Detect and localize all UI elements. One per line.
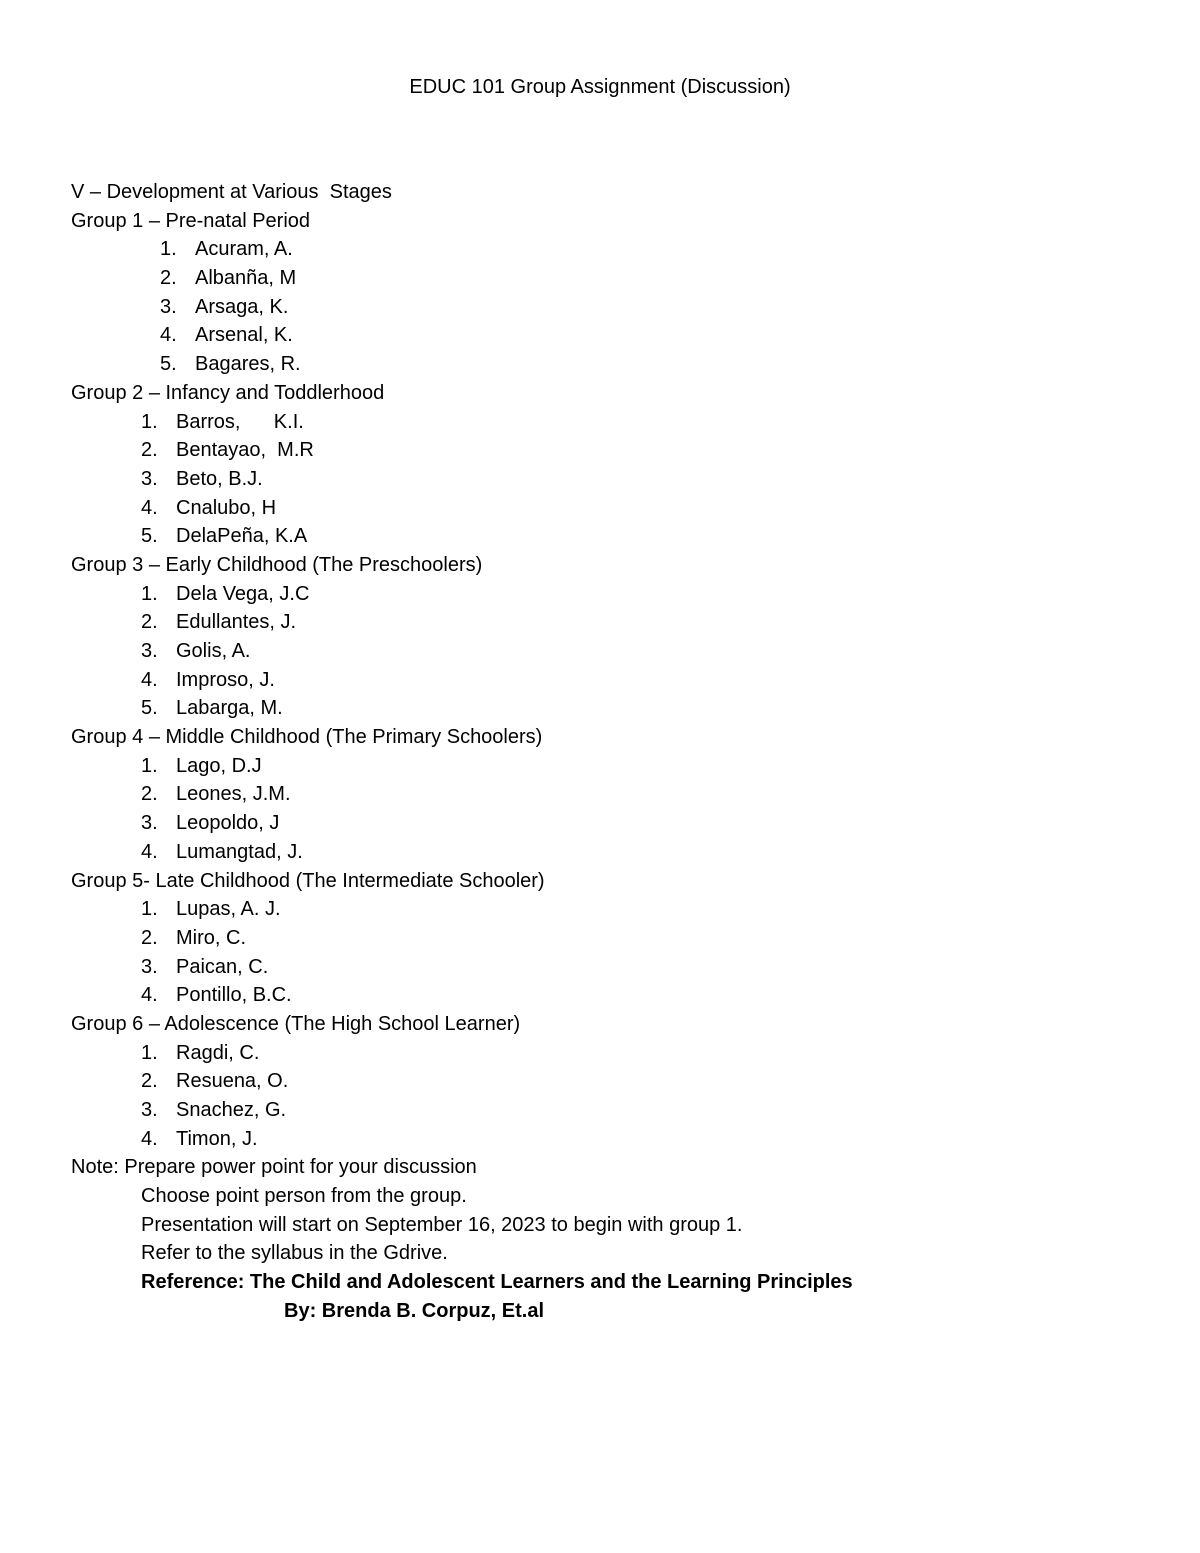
list-number: 3. — [160, 295, 177, 318]
group-member-list — [71, 408, 1151, 551]
member-name: Golis, A. — [176, 640, 251, 662]
list-number: 4. — [141, 840, 158, 863]
member-name: Albanña, M — [195, 267, 297, 290]
list-item — [71, 809, 1151, 838]
group-heading: Group 2 – Infancy and Toddlerhood — [71, 381, 385, 404]
list-item — [71, 1096, 1151, 1125]
list-number: 3. — [141, 640, 158, 662]
group-heading: Group 6 – Adolescence (The High School Learner) — [71, 1012, 521, 1035]
list-item — [71, 895, 1151, 924]
member-name: Paican, C. — [176, 955, 269, 978]
member-name: Ragdi, C. — [176, 1041, 260, 1064]
list-item — [71, 465, 1151, 494]
list-number: 4. — [160, 324, 177, 347]
list-number: 2. — [141, 1070, 158, 1093]
note-line: Presentation will start on September 16, 2023 to begin with group 1. — [141, 1213, 743, 1236]
group-heading: Group 5- Late Childhood (The Intermediate Schooler) — [71, 869, 545, 892]
member-name: Timon, J. — [176, 1127, 258, 1150]
member-name: Beto, B.J. — [176, 467, 263, 490]
group-heading: Group 3 – Early Childhood (The Preschoolers) — [71, 553, 483, 576]
group-member-list — [71, 895, 1151, 1010]
member-name: Arsenal, K. — [195, 324, 293, 347]
member-name: Miro, C. — [176, 926, 246, 949]
member-name: Arsaga, K. — [195, 295, 289, 318]
member-name: Bentayao, M.R — [176, 439, 314, 462]
list-number: 4. — [141, 668, 158, 691]
list-number: 3. — [141, 467, 158, 490]
section-heading: V – Development at Various Stages — [71, 181, 392, 203]
member-name: Resuena, O. — [176, 1070, 289, 1093]
list-number: 5. — [160, 353, 177, 376]
group-member-list — [71, 580, 1151, 723]
member-name: DelaPeña, K.A — [176, 525, 308, 548]
list-item — [71, 350, 1151, 379]
member-name: Edullantes, J. — [176, 611, 297, 634]
list-item — [71, 953, 1151, 982]
author-line: By: Brenda B. Corpuz, Et.al — [284, 1299, 545, 1322]
list-number: 3. — [141, 812, 158, 835]
group-member-list — [71, 235, 1151, 378]
list-item — [71, 408, 1151, 437]
list-number: 2. — [141, 439, 158, 462]
list-item — [71, 235, 1151, 264]
member-name: Improso, J. — [176, 668, 275, 691]
list-item — [71, 1125, 1151, 1154]
member-name: Labarga, M. — [176, 697, 283, 720]
list-item — [71, 1067, 1151, 1096]
list-item — [71, 436, 1151, 465]
group-member-list — [71, 752, 1151, 867]
list-number: 1. — [141, 410, 158, 433]
note-line: Refer to the syllabus in the Gdrive. — [141, 1242, 448, 1265]
document-title: EDUC 101 Group Assignment (Discussion) — [409, 76, 791, 98]
list-number: 2. — [141, 783, 158, 806]
list-item — [71, 1039, 1151, 1068]
list-number: 3. — [141, 1099, 158, 1121]
reference-line: Reference: The Child and Adolescent Learners and the Learning Principles — [141, 1271, 853, 1294]
note-line: Choose point person from the group. — [141, 1185, 467, 1208]
member-name: Acuram, A. — [195, 238, 293, 261]
list-item — [71, 924, 1151, 953]
list-item — [71, 666, 1151, 695]
list-number: 1. — [160, 238, 177, 261]
member-name: Lumangtad, J. — [176, 840, 303, 863]
list-item — [71, 608, 1151, 637]
list-number: 1. — [141, 1041, 158, 1064]
list-item — [71, 838, 1151, 867]
member-name: Cnalubo, H — [176, 496, 277, 519]
list-item — [71, 293, 1151, 322]
group-heading: Group 4 – Middle Childhood (The Primary Schoolers) — [71, 726, 543, 749]
member-name: Leopoldo, J — [176, 812, 280, 835]
list-number: 3. — [141, 955, 158, 978]
list-number: 2. — [141, 611, 158, 634]
list-item — [71, 637, 1151, 666]
list-number: 2. — [160, 267, 177, 290]
list-item — [71, 580, 1151, 609]
list-number: 4. — [141, 496, 158, 519]
list-number: 1. — [141, 898, 158, 921]
member-name: Lago, D.J — [176, 754, 262, 777]
list-number: 1. — [141, 754, 158, 777]
member-name: Lupas, A. J. — [176, 898, 281, 921]
note-heading: Note: Prepare power point for your discussion — [71, 1156, 477, 1179]
member-name: Leones, J.M. — [176, 783, 291, 806]
member-name: Pontillo, B.C. — [176, 984, 292, 1007]
member-name: Barros, K.I. — [176, 410, 304, 433]
list-number: 4. — [141, 984, 158, 1007]
list-item — [71, 694, 1151, 723]
document-body — [71, 178, 1151, 1326]
list-item — [71, 780, 1151, 809]
list-item — [71, 264, 1151, 293]
list-number: 5. — [141, 697, 158, 720]
list-number: 4. — [141, 1127, 158, 1150]
list-number: 5. — [141, 525, 158, 548]
list-item — [71, 321, 1151, 350]
member-name: Dela Vega, J.C — [176, 582, 310, 605]
list-item — [71, 494, 1151, 523]
list-item — [71, 752, 1151, 781]
group-member-list — [71, 1039, 1151, 1154]
list-item — [71, 522, 1151, 551]
member-name: Snachez, G. — [176, 1099, 287, 1121]
member-name: Bagares, R. — [195, 353, 301, 376]
list-number: 2. — [141, 926, 158, 949]
list-item — [71, 981, 1151, 1010]
group-heading: Group 1 – Pre-natal Period — [71, 209, 311, 232]
list-number: 1. — [141, 582, 158, 605]
